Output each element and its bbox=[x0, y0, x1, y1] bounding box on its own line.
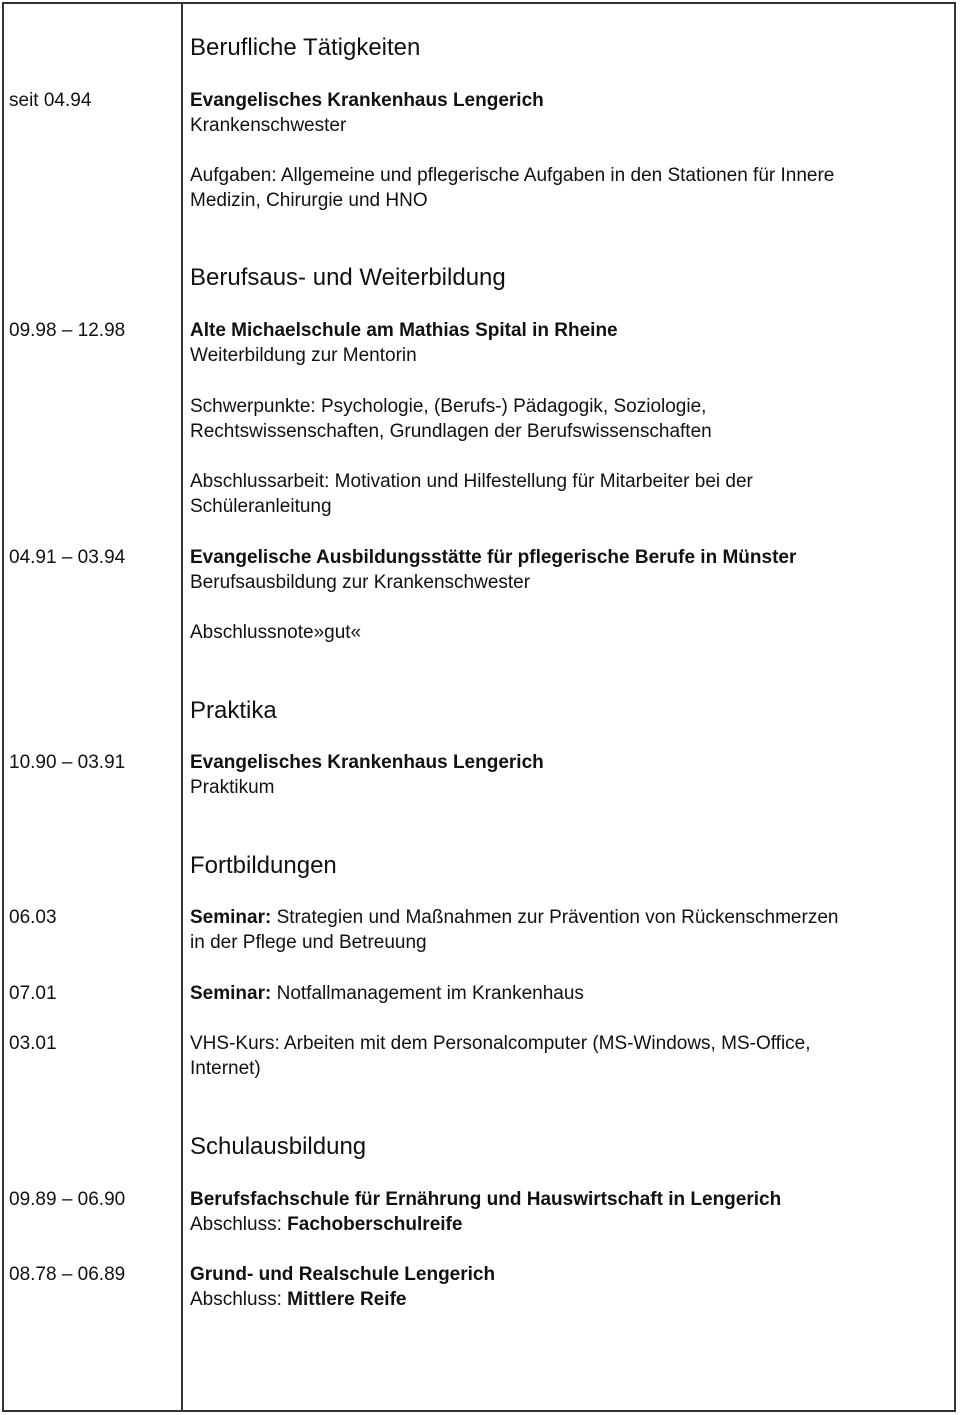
entry-value: Fachoberschulreife bbox=[287, 1214, 463, 1235]
entry-focus-line-2: Rechtswissenschaften, Grundlagen der Berufswissenschaften bbox=[190, 421, 712, 442]
section-heading-praktika: Praktika bbox=[190, 697, 277, 724]
entry-value: Mittlere Reife bbox=[287, 1289, 407, 1310]
entry-seminar-line-2: in der Pflege und Betreuung bbox=[190, 932, 427, 953]
entry-date: 09.89 – 06.90 bbox=[9, 1189, 126, 1210]
entry-date: 10.90 – 03.91 bbox=[9, 752, 126, 773]
entry-degree bbox=[190, 1287, 406, 1312]
entry-date: 07.01 bbox=[9, 983, 57, 1004]
entry-focus-line-1: Schwerpunkte: Psychologie, (Berufs-) Pädagogik, Soziologie, bbox=[190, 396, 707, 417]
entry-title: Berufsfachschule für Ernährung und Hauswirtschaft in Lengerich bbox=[190, 1189, 782, 1210]
entry-role: Weiterbildung zur Mentorin bbox=[190, 345, 417, 366]
entry-title: Evangelisches Krankenhaus Lengerich bbox=[190, 90, 544, 111]
entry-tasks-line-1: Aufgaben: Allgemeine und pflegerische Aufgaben in den Stationen für Innere bbox=[190, 165, 835, 186]
column-divider bbox=[181, 2, 183, 1412]
entry-seminar-line-1 bbox=[190, 905, 838, 930]
entry-role: Berufsausbildung zur Krankenschwester bbox=[190, 572, 531, 593]
entry-label: Abschluss: bbox=[190, 1214, 282, 1235]
entry-label: Abschluss: bbox=[190, 1289, 282, 1310]
entry-thesis-line-2: Schüleranleitung bbox=[190, 496, 332, 517]
entry-thesis-line-1: Abschlussarbeit: Motivation und Hilfestellung für Mitarbeiter bei der bbox=[190, 471, 753, 492]
entry-title: Alte Michaelschule am Mathias Spital in Rheine bbox=[190, 320, 618, 341]
entry-title: Evangelische Ausbildungsstätte für pflegerische Berufe in Münster bbox=[190, 547, 797, 568]
section-heading-weiterbildung: Berufsaus- und Weiterbildung bbox=[190, 264, 506, 291]
entry-grade: Abschlussnote»gut« bbox=[190, 622, 362, 643]
entry-date: 09.98 – 12.98 bbox=[9, 320, 126, 341]
entry-role: Krankenschwester bbox=[190, 115, 347, 136]
entry-tasks-line-2: Medizin, Chirurgie und HNO bbox=[190, 190, 428, 211]
entry-degree bbox=[190, 1212, 462, 1237]
entry-text: Notfallmanagement im Krankenhaus bbox=[276, 983, 584, 1004]
entry-date: 06.03 bbox=[9, 907, 57, 928]
section-heading-fortbildungen: Fortbildungen bbox=[190, 852, 337, 879]
entry-course-line-2: Internet) bbox=[190, 1058, 261, 1079]
entry-title: Evangelisches Krankenhaus Lengerich bbox=[190, 752, 544, 773]
entry-title: Grund- und Realschule Lengerich bbox=[190, 1264, 496, 1285]
entry-date: 03.01 bbox=[9, 1033, 57, 1054]
entry-role: Praktikum bbox=[190, 777, 275, 798]
section-heading-berufliche-taetigkeiten: Berufliche Tätigkeiten bbox=[190, 34, 421, 61]
entry-date: 08.78 – 06.89 bbox=[9, 1264, 126, 1285]
section-heading-schulausbildung: Schulausbildung bbox=[190, 1133, 367, 1160]
entry-course-line-1: VHS-Kurs: Arbeiten mit dem Personalcomputer (MS-Windows, MS-Office, bbox=[190, 1033, 811, 1054]
entry-date: 04.91 – 03.94 bbox=[9, 547, 126, 568]
entry-label: Seminar: bbox=[190, 983, 272, 1004]
entry-seminar-line-1 bbox=[190, 981, 584, 1006]
entry-label: Seminar: bbox=[190, 907, 272, 928]
entry-text: Strategien und Maßnahmen zur Prävention von Rückenschmerzen bbox=[276, 907, 839, 928]
entry-date: seit 04.94 bbox=[9, 90, 92, 111]
